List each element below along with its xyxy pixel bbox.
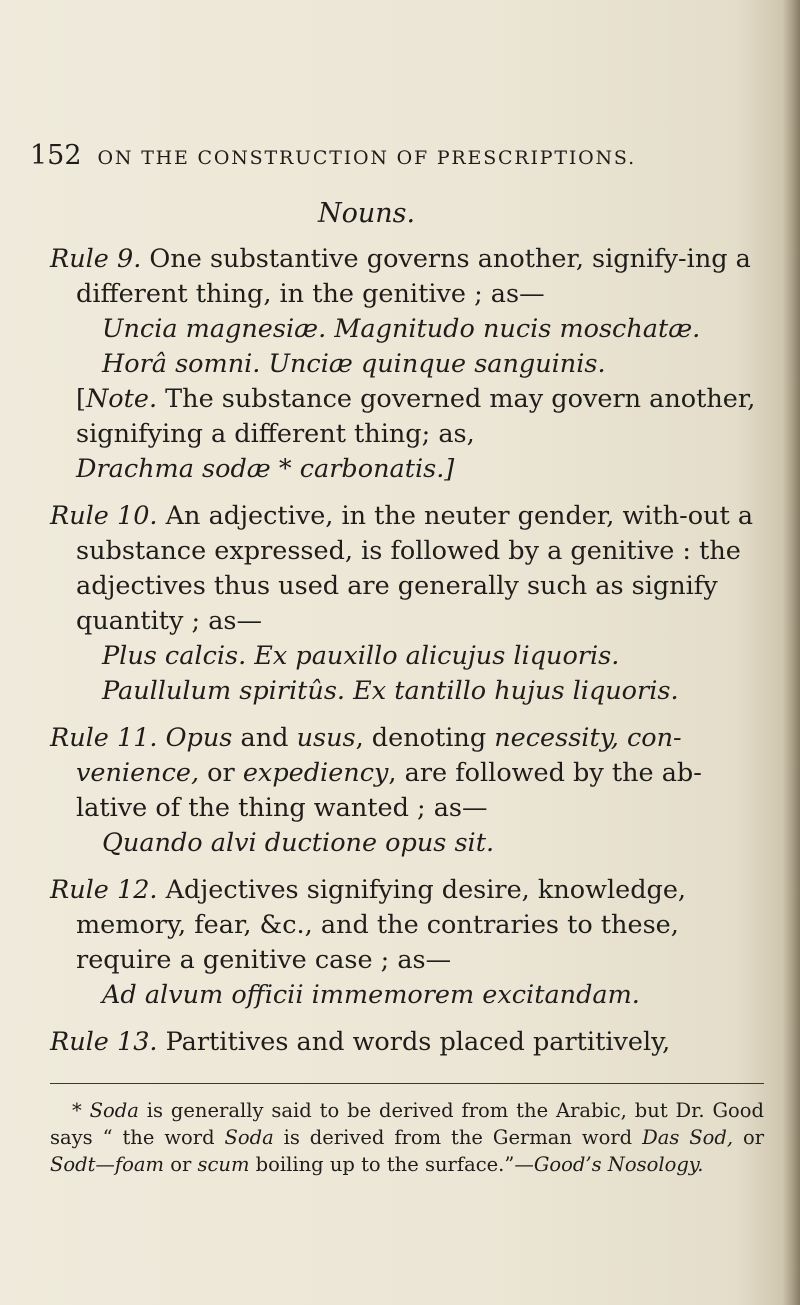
footnote-text: or (733, 1126, 765, 1149)
footnote-citation: Good’s Nosology. (533, 1153, 704, 1176)
rule-text: , denoting (355, 723, 495, 753)
main-text (50, 242, 768, 1072)
rule-11 (50, 721, 768, 861)
rule-term: necessity, con-venience, (76, 723, 682, 788)
rule-text: Partitives and words placed partitively, (165, 1027, 671, 1057)
rule-label: Rule 9. (50, 244, 142, 274)
rule-9 (50, 242, 768, 487)
page-number: 152 (30, 140, 82, 171)
footnote-text: or (164, 1153, 198, 1176)
rule-label: Rule 11. (50, 723, 158, 753)
footnote (50, 1097, 764, 1178)
footnote-text: boiling up to the surface.”— (249, 1153, 534, 1176)
rule-text: and (232, 723, 297, 753)
rule-example: Paullulum spiritûs. Ex tantillo hujus liquoris. (102, 676, 679, 706)
note-example: Drachma sodæ * carbonatis.] (76, 454, 455, 484)
section-title: Nouns. (318, 198, 416, 229)
rule-text: One substantive governs another, signify-ing a different thing, in the genitive ; as— (76, 244, 751, 309)
running-header (30, 140, 770, 171)
footnote-italic: Soda (224, 1126, 274, 1149)
footnote-marker: * (72, 1099, 82, 1122)
rule-term: usus (296, 723, 356, 753)
rule-text: An adjective, in the neuter gender, with-out a substance expressed, is followed by a genitive : the adjectives thus used are generally such as signify quantity ; as— (76, 501, 754, 636)
rule-text: or (199, 758, 243, 788)
rule-label: Rule 13. (50, 1027, 158, 1057)
footnote-italic: Soda (89, 1099, 139, 1122)
rule-13 (50, 1025, 768, 1060)
footnote-italic: Das Sod, (642, 1126, 734, 1149)
rule-12 (50, 873, 768, 1013)
rule-note: [Note. The substance governed may govern another, signifying a different thing; as, Drachma sodæ * carbonatis.] (76, 384, 756, 484)
rule-example: Horâ somni. Unciæ quinque sanguinis. (102, 349, 606, 379)
rule-example: Plus calcis. Ex pauxillo alicujus liquoris. (102, 641, 620, 671)
rule-example: Uncia magnesiæ. Magnitudo nucis moschatæ. (102, 314, 701, 344)
rule-label: Rule 12. (50, 875, 158, 905)
footnote-italic: Sodt—foam (50, 1153, 164, 1176)
footnote-text: is generally said to be derived from the Arabic, but Dr. Good says “ the word (50, 1099, 764, 1149)
note-text: The substance governed may govern another, signifying a different thing; as, (76, 384, 756, 449)
footnote-italic: scum (197, 1153, 250, 1176)
footnote-text: is derived from the German word (273, 1126, 643, 1149)
rule-text: Adjectives signifying desire, knowledge, memory, fear, &c., and the contraries to these, require a genitive case ; as— (76, 875, 687, 975)
rule-10 (50, 499, 768, 709)
rule-text: , are followed by the ab-lative of the thing wanted ; as— (76, 758, 702, 823)
rule-example: Ad alvum officii immemorem excitandam. (102, 980, 640, 1010)
rule-term: Opus (165, 723, 233, 753)
note-label: Note. (85, 384, 158, 414)
rule-example: Quando alvi ductione opus sit. (102, 828, 495, 858)
running-title: ON THE CONSTRUCTION OF PRESCRIPTIONS. (97, 147, 636, 169)
rule-label: Rule 10. (50, 501, 158, 531)
page-gutter-shadow (782, 0, 800, 1305)
footnote-divider (50, 1083, 764, 1084)
rule-term: expediency (242, 758, 389, 788)
